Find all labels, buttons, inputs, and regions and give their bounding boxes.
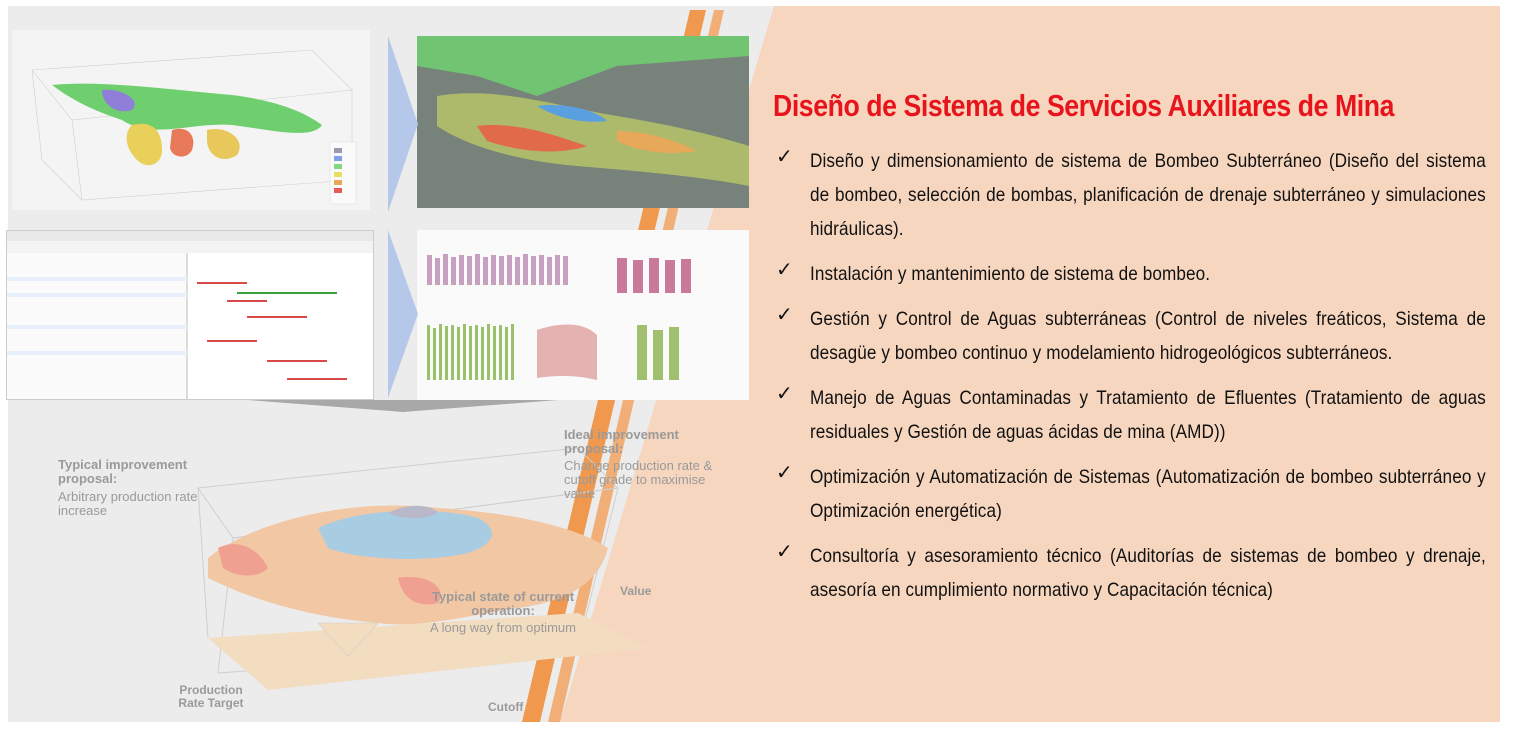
gantt-schedule-image <box>6 230 374 400</box>
block-model-image <box>12 30 370 210</box>
list-item <box>776 381 1492 449</box>
typical-proposal-body: Arbitrary production rate increase <box>58 489 198 518</box>
service-list <box>776 144 1492 618</box>
list-item-text: Diseño y dimensionamiento de sistema de Bombeo Subterráneo (Diseño del sistema de bombeo, selección de bombas, planificación de drenaje subterráneo y simulaciones hidráulicas). <box>810 150 1486 240</box>
list-item <box>776 144 1492 246</box>
mine-section-image <box>417 36 749 208</box>
list-item-text: Optimización y Automatización de Sistemas (Automatización de bombeo subterráneo y Optimización energética) <box>810 466 1486 522</box>
current-state-title: Typical state of current operation: <box>431 589 575 618</box>
arrow-down-icon <box>248 400 558 414</box>
current-state-body: A long way from optimum <box>430 620 576 635</box>
checkmark-icon: ✓ <box>776 460 793 484</box>
axis-cutoff-label: Cutoff <box>488 700 524 714</box>
list-item <box>776 257 1492 291</box>
dashboard-charts-image <box>417 230 749 400</box>
ideal-proposal-body: Change production rate & cutoff grade to maximise value <box>564 458 713 501</box>
list-item-text: Consultoría y asesoramiento técnico (Auditorías de sistemas de bombeo y drenaje, asesoría en cumplimiento normativo y Capacitación técnica) <box>810 545 1486 601</box>
checkmark-icon: ✓ <box>776 539 793 563</box>
arrow-right-icon <box>386 230 422 400</box>
list-item-text: Instalación y mantenimiento de sistema de bombeo. <box>810 263 1211 285</box>
axis-value-label: Value <box>620 584 652 598</box>
ideal-proposal-title: Ideal improvement proposal: <box>564 427 679 456</box>
typical-proposal-title: Typical improvement proposal: <box>58 457 188 486</box>
list-item <box>776 302 1492 370</box>
checkmark-icon: ✓ <box>776 257 793 281</box>
arrow-right-icon <box>386 36 422 216</box>
page-title: Diseño de Sistema de Servicios Auxiliares de Mina <box>773 88 1395 123</box>
checkmark-icon: ✓ <box>776 144 793 168</box>
checkmark-icon: ✓ <box>776 302 793 326</box>
checkmark-icon: ✓ <box>776 381 793 405</box>
list-item <box>776 539 1492 607</box>
axis-production-label: Production Rate Target <box>178 683 244 710</box>
list-item-text: Gestión y Control de Aguas subterráneas (Control de niveles freáticos, Sistema de desagüe y bombeo continuo y modelamiento hidrogeológicos subterráneos. <box>810 308 1486 364</box>
improvement-surface-chart <box>58 427 713 720</box>
list-item-text: Manejo de Aguas Contaminadas y Tratamiento de Efluentes (Tratamiento de aguas residuales y Gestión de aguas ácidas de mina (AMD)) <box>810 387 1486 443</box>
list-item <box>776 460 1492 528</box>
